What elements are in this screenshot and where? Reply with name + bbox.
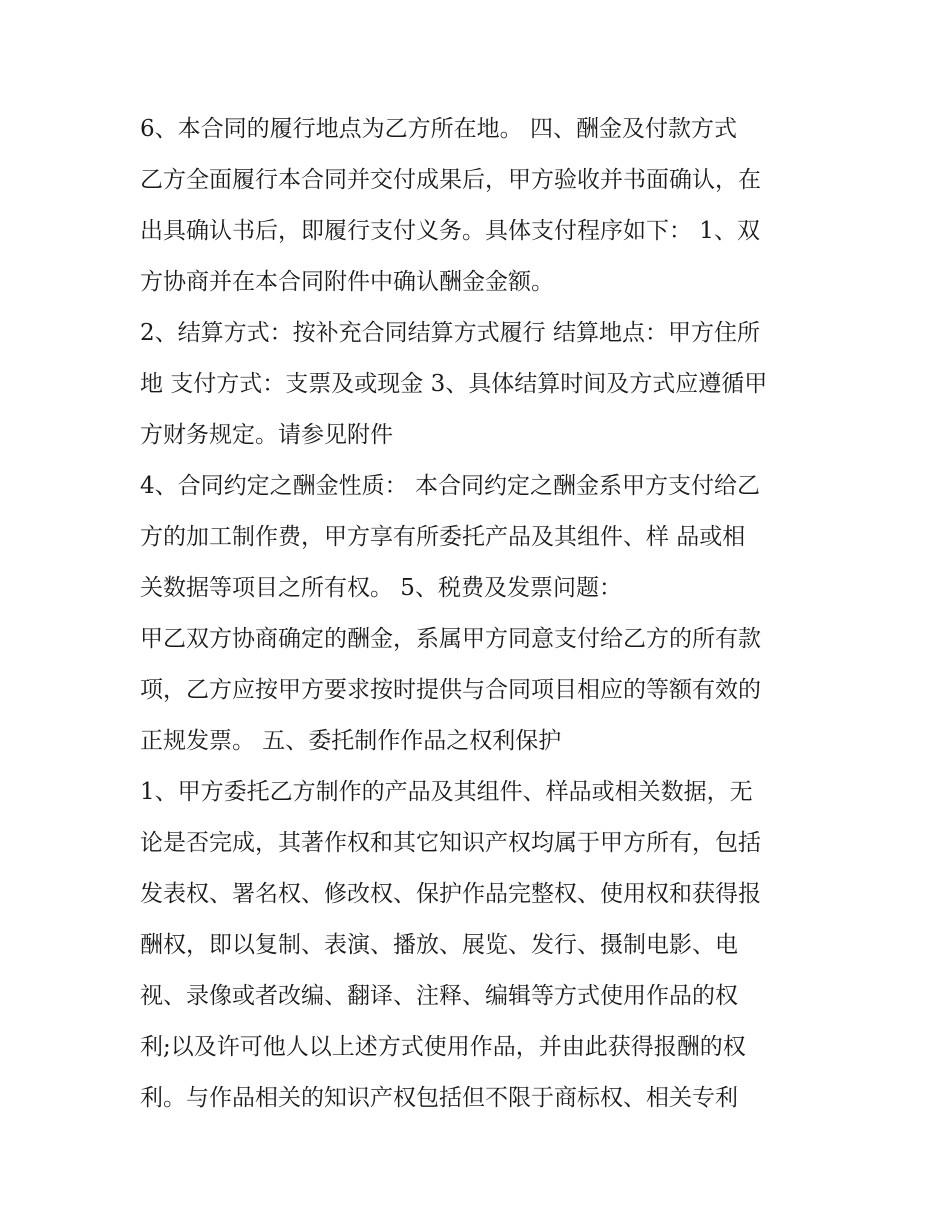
text-line: 利;以及许可他人以上述方式使用作品，并由此获得报酬的权 <box>140 1034 746 1060</box>
text-line: 出具确认书后，即履行支付义务。具体支付程序如下： 1、双 <box>140 218 760 244</box>
text-line: 项，乙方应按甲方要求按时提供与合同项目相应的等额有效的 <box>140 677 761 703</box>
text-line: 方的加工制作费，甲方享有所委托产品及其组件、样 品或相 <box>140 524 746 550</box>
text-line: 方协商并在本合同附件中确认酬金金额。 <box>140 269 554 295</box>
text-line: 2、结算方式：按补充合同结算方式履行 结算地点：甲方住所 <box>140 320 760 346</box>
text-line: 1、甲方委托乙方制作的产品及其组件、样品或相关数据，无 <box>140 779 753 805</box>
text-line: 4、合同约定之酬金性质： 本合同约定之酬金系甲方支付给乙 <box>140 473 760 499</box>
text-line: 利。与作品相关的知识产权包括但不限于商标权、相关专利 <box>140 1085 738 1111</box>
text-line: 关数据等项目之所有权。 5、税费及发票问题： <box>140 575 622 601</box>
text-line: 酬权，即以复制、表演、播放、展览、发行、摄制电影、电 <box>140 932 738 958</box>
text-line: 乙方全面履行本合同并交付成果后，甲方验收并书面确认，在 <box>140 167 761 193</box>
text-line: 正规发票。 五、委托制作作品之权利保护 <box>140 728 562 754</box>
text-line: 论是否完成，其著作权和其它知识产权均属于甲方所有，包括 <box>140 830 761 856</box>
text-line: 地 支付方式：支票及或现金 3、具体结算时间及方式应遵循甲 <box>140 371 768 397</box>
contract-text <box>140 108 820 1128</box>
text-line: 方财务规定。请参见附件 <box>140 422 393 448</box>
text-line: 视、录像或者改编、翻译、注释、编辑等方式使用作品的权 <box>140 983 738 1009</box>
text-line: 发表权、署名权、修改权、保护作品完整权、使用权和获得报 <box>140 881 761 907</box>
text-line: 甲乙双方协商确定的酬金，系属甲方同意支付给乙方的所有款 <box>140 626 761 652</box>
text-line: 6、本合同的履行地点为乙方所在地。 四、酬金及付款方式 <box>140 116 737 142</box>
